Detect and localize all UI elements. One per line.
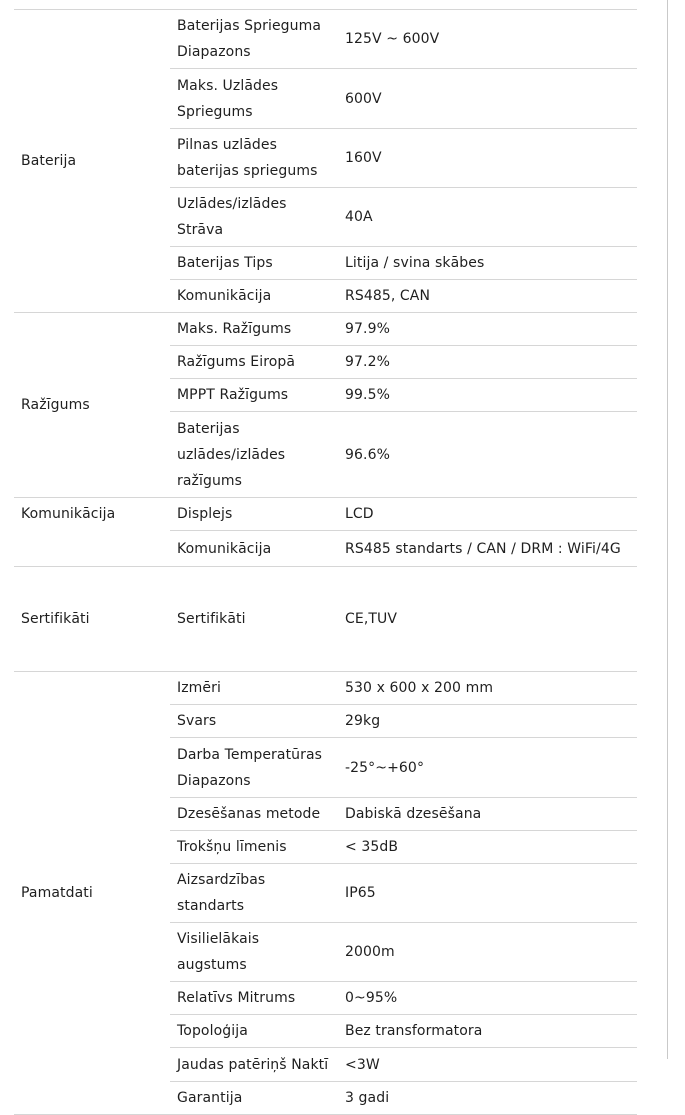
value-cell: 97.9% [338, 313, 637, 346]
value-cell: RS485 standarts / CAN / DRM : WiFi/4G [338, 531, 637, 567]
value-cell: RS485, CAN [338, 280, 637, 313]
param-cell: Garantija [170, 1082, 338, 1115]
param-cell: Maks. Ražīgums [170, 313, 338, 346]
param-cell: Izmēri [170, 672, 338, 705]
value-cell: 125V ~ 600V [338, 10, 637, 69]
value-cell: <3W [338, 1048, 637, 1082]
param-cell: Baterijas uzlādes/izlādes ražīgums [170, 412, 338, 498]
param-cell: Pilnas uzlādes baterijas spriegums [170, 129, 338, 188]
category-cell: Baterija [14, 10, 170, 313]
value-cell: 0~95% [338, 982, 637, 1015]
table-row [14, 313, 637, 346]
category-cell: Pamatdati [14, 672, 170, 1115]
page-edge-divider [667, 0, 668, 1059]
param-cell: Jaudas patēriņš Naktī [170, 1048, 338, 1082]
value-cell: 600V [338, 69, 637, 129]
param-cell: Trokšņu līmenis [170, 831, 338, 864]
param-cell: Topoloģija [170, 1015, 338, 1048]
value-cell: LCD [338, 498, 637, 531]
value-cell: -25°~+60° [338, 738, 637, 798]
value-cell: 96.6% [338, 412, 637, 498]
param-cell: Darba Temperatūras Diapazons [170, 738, 338, 798]
param-cell: Relatīvs Mitrums [170, 982, 338, 1015]
value-cell: 97.2% [338, 346, 637, 379]
param-cell: Uzlādes/izlādes Strāva [170, 188, 338, 247]
table-row [14, 567, 637, 672]
param-cell: Dzesēšanas metode [170, 798, 338, 831]
param-cell: Komunikācija [170, 531, 338, 567]
param-cell: Komunikācija [170, 280, 338, 313]
param-cell: Sertifikāti [170, 567, 338, 672]
value-cell: IP65 [338, 864, 637, 923]
value-cell: Bez transformatora [338, 1015, 637, 1048]
value-cell: 29kg [338, 705, 637, 738]
param-cell: Displejs [170, 498, 338, 531]
table-row [14, 498, 637, 531]
value-cell: 3 gadi [338, 1082, 637, 1115]
table-row [14, 10, 637, 69]
category-cell: Komunikācija [14, 498, 170, 567]
value-cell: < 35dB [338, 831, 637, 864]
value-cell: 530 x 600 x 200 mm [338, 672, 637, 705]
param-cell: Maks. Uzlādes Spriegums [170, 69, 338, 129]
param-cell: MPPT Ražīgums [170, 379, 338, 412]
value-cell: Litija / svina skābes [338, 247, 637, 280]
param-cell: Baterijas Sprieguma Diapazons [170, 10, 338, 69]
category-cell: Sertifikāti [14, 567, 170, 672]
spec-table [14, 9, 637, 1115]
param-cell: Aizsardzības standarts [170, 864, 338, 923]
param-cell: Svars [170, 705, 338, 738]
value-cell: 160V [338, 129, 637, 188]
value-cell: 2000m [338, 923, 637, 982]
value-cell: CE,TUV [338, 567, 637, 672]
param-cell: Visilielākais augstums [170, 923, 338, 982]
table-row [14, 672, 637, 705]
param-cell: Ražīgums Eiropā [170, 346, 338, 379]
category-cell: Ražīgums [14, 313, 170, 498]
value-cell: 99.5% [338, 379, 637, 412]
param-cell: Baterijas Tips [170, 247, 338, 280]
value-cell: 40A [338, 188, 637, 247]
value-cell: Dabiskā dzesēšana [338, 798, 637, 831]
